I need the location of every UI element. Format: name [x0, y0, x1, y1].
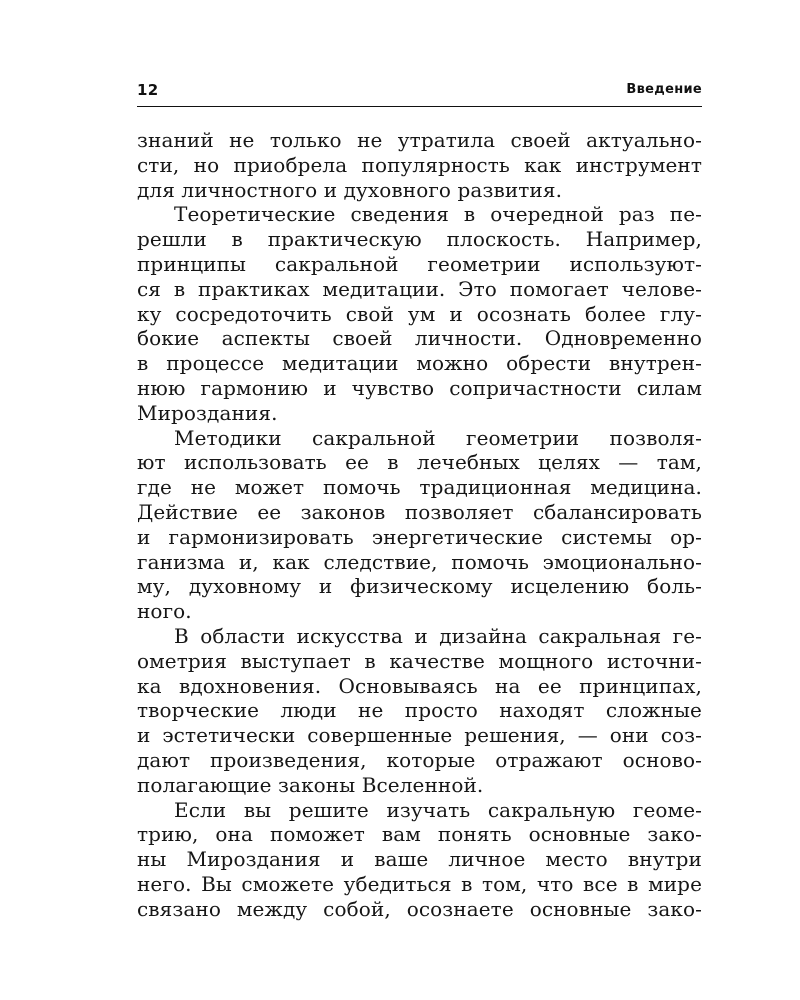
running-title: Введение: [626, 82, 702, 97]
text-line: творческие люди не просто находят сложные: [137, 698, 702, 723]
page-header: [137, 78, 702, 107]
text-line: знаний не только не утратила своей актуально-: [137, 128, 702, 152]
text-line: и эстетически совершенные решения, — они соз-: [137, 723, 702, 748]
text-line: дают произведения, которые отражают осново-: [137, 747, 702, 772]
text-line: ного.: [137, 599, 192, 624]
text-line: в процессе медитации можно обрести внутрен-: [137, 351, 702, 376]
page-number: 12: [137, 81, 159, 99]
text-line: принципы сакральной геометрии используют-: [137, 251, 702, 276]
text-line: бокие аспекты своей личности. Одновременно: [137, 326, 702, 351]
text-line: ны Мироздания и ваше личное место внутри: [137, 847, 702, 872]
text-line: ка вдохновения. Основываясь на ее принципах,: [137, 673, 702, 698]
text-line: полагающие законы Вселенной.: [137, 772, 484, 797]
text-line: сти, но приобрела популярность как инструмент: [137, 152, 702, 177]
text-line: ганизма и, как следствие, помочь эмоционально-: [137, 549, 702, 574]
text-line: ют использовать ее в лечебных целях — там,: [137, 450, 702, 475]
text-line: где не может помочь традиционная медицина.: [137, 475, 702, 500]
paragraph-start-line: Методики сакральной геометрии позволя-: [174, 425, 702, 450]
text-line: ся в практиках медитации. Это помогает челове-: [137, 276, 702, 301]
text-line: Действие ее законов позволяет сбалансировать: [137, 499, 702, 524]
text-line: него. Вы сможете убедиться в том, что все в мире: [137, 871, 702, 896]
text-line: решли в практическую плоскость. Например,: [137, 227, 702, 252]
text-line: нюю гармонию и чувство сопричастности силам: [137, 375, 702, 400]
text-line: му, духовному и физическому исцелению боль-: [137, 574, 702, 599]
text-line: и гармонизировать энергетические системы ор-: [137, 524, 702, 549]
paragraph-start-line: В области искусства и дизайна сакральная ге-: [174, 623, 702, 648]
text-line: ометрия выступает в качестве мощного источни-: [137, 648, 702, 673]
text-line: трию, она поможет вам понять основные зако-: [137, 822, 702, 847]
paragraph-start-line: Теоретические сведения в очередной раз пе-: [174, 202, 702, 227]
text-line: Мироздания.: [137, 400, 278, 425]
paragraph-start-line: Если вы решите изучать сакральную геоме-: [174, 797, 702, 822]
text-line: для личностного и духовного развития.: [137, 177, 563, 202]
text-line: ку сосредоточить свой ум и осознать более глу-: [137, 301, 702, 326]
text-line: связано между собой, осознаете основные зако-: [137, 896, 702, 921]
body-text: [137, 128, 702, 922]
